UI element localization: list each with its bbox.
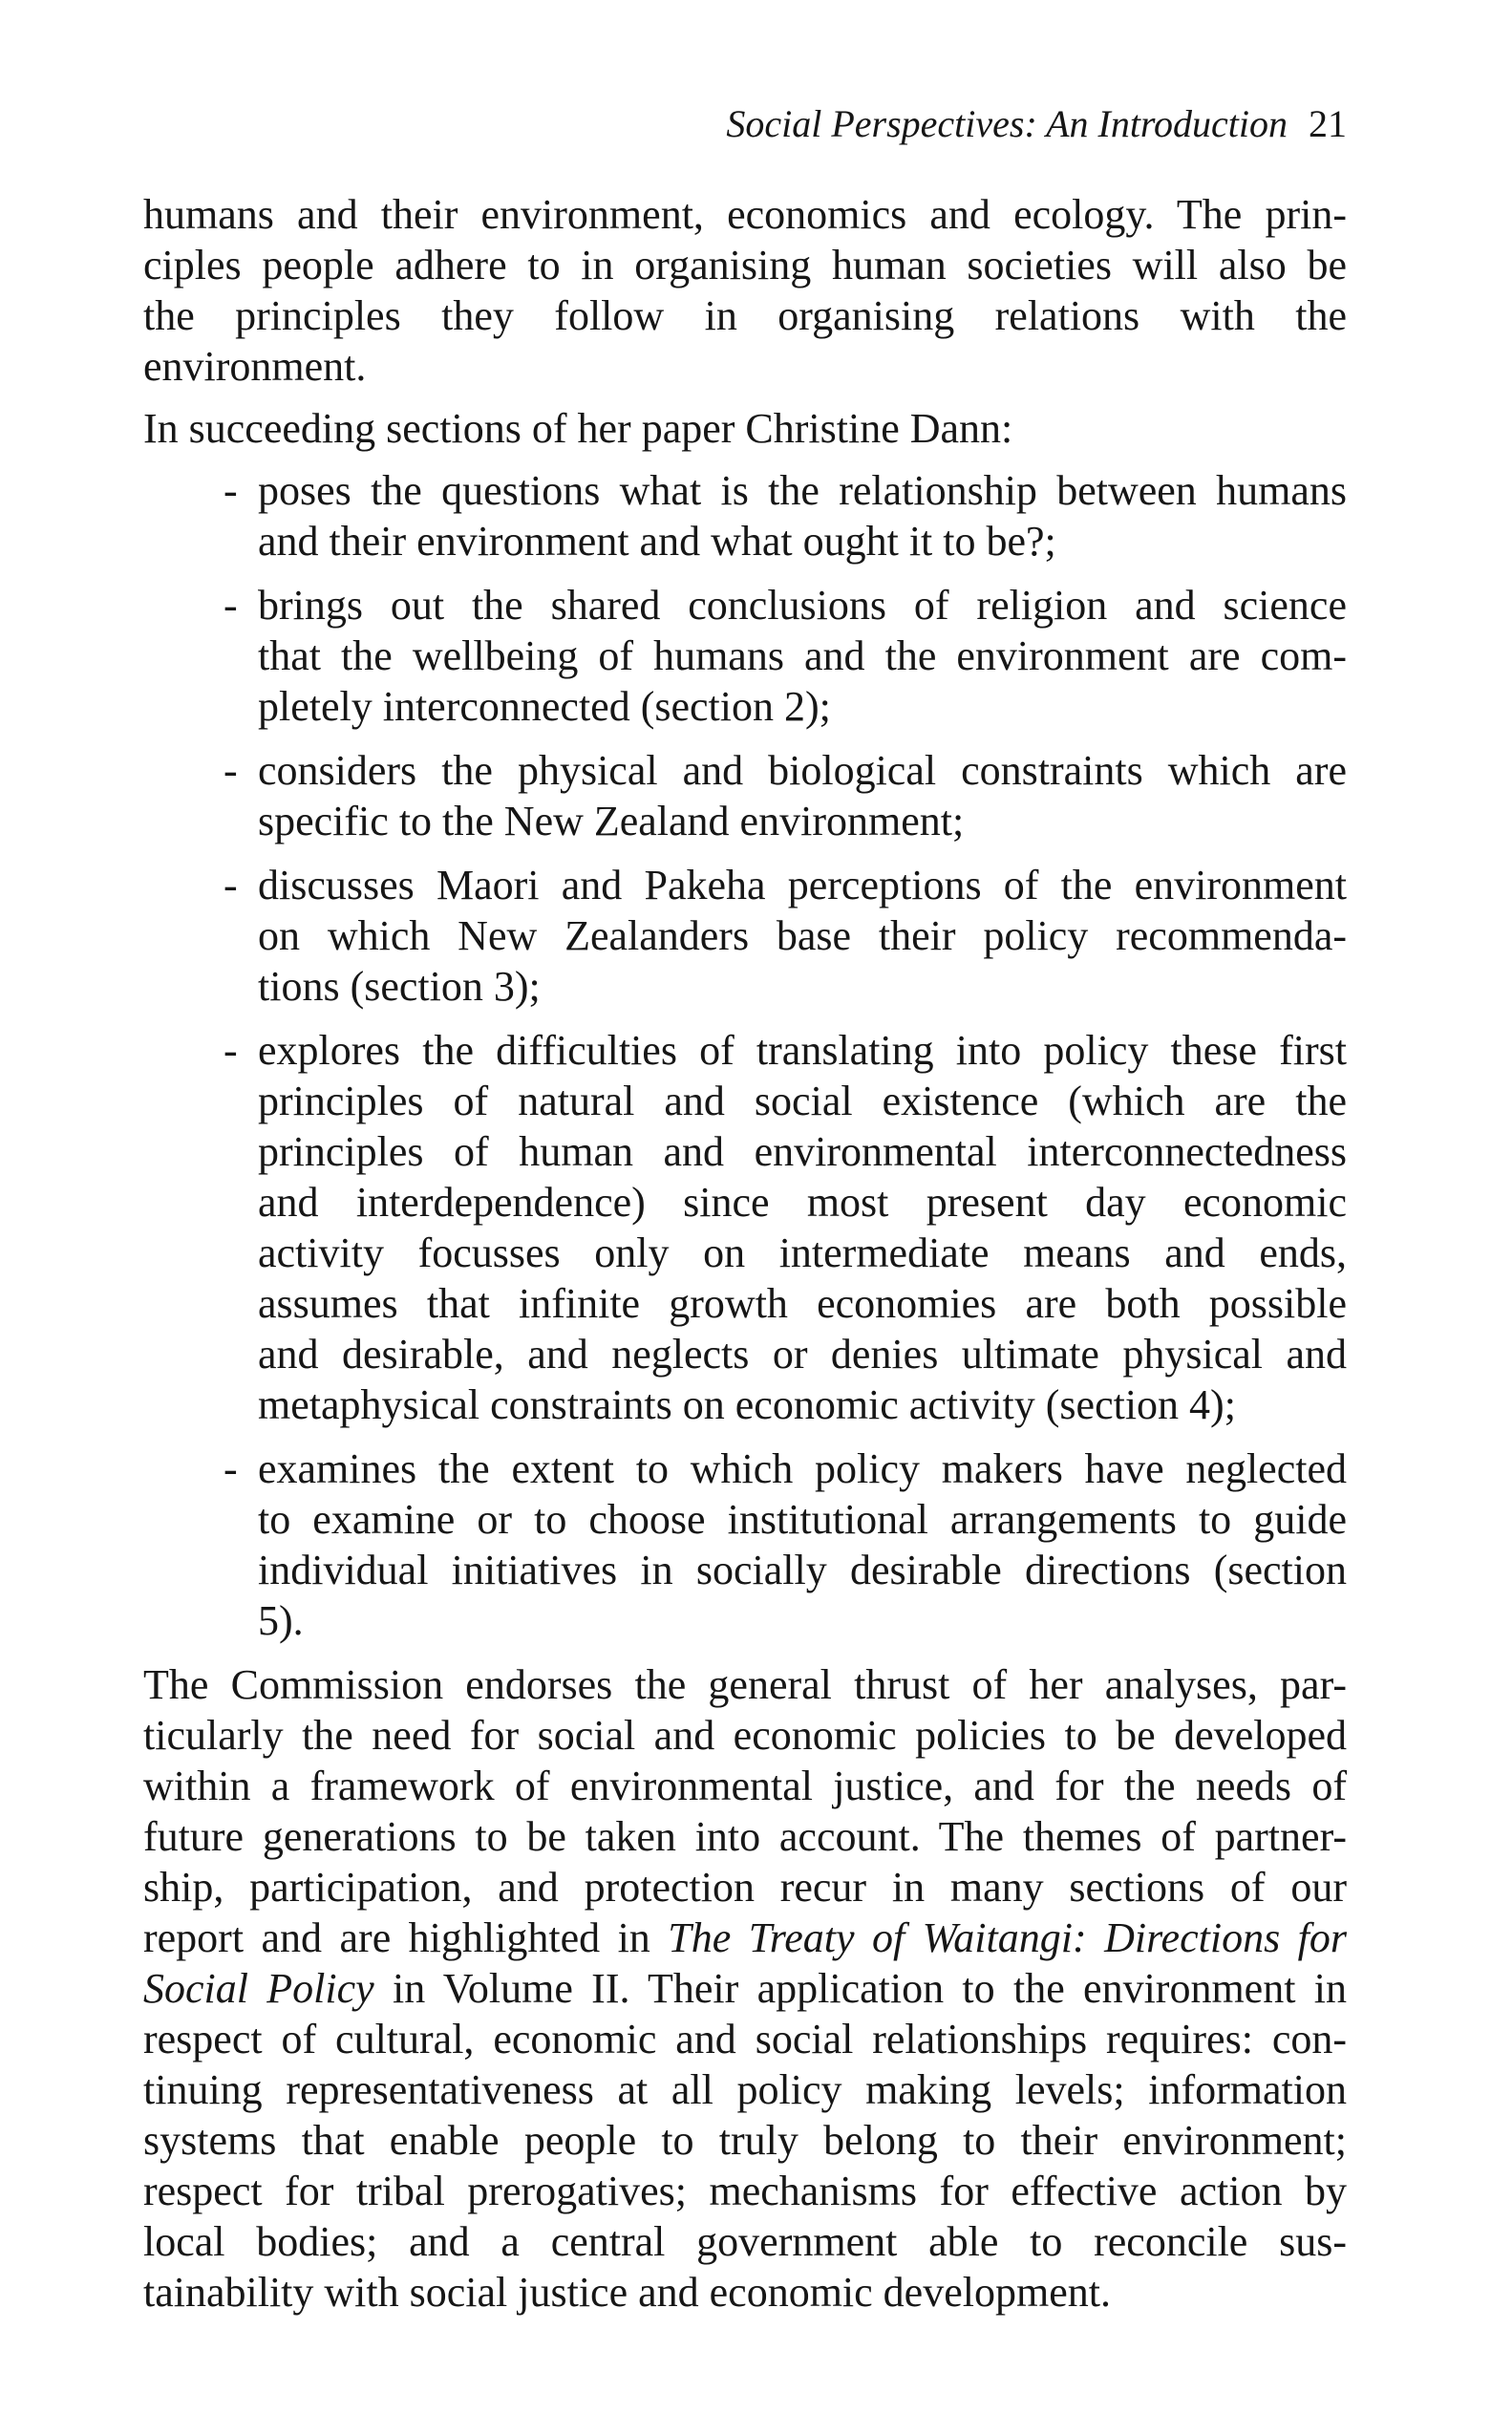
text-line: respect of cultural, economic and social relationships requires: con-: [143, 2016, 1347, 2062]
text-line: assumes that infinite growth economies are both possible: [258, 1280, 1347, 1327]
text-line: on which New Zealanders base their policy recommenda-: [258, 912, 1347, 959]
text-line: the principles they follow in organising relations with the: [143, 292, 1347, 339]
commission-paragraph: [143, 1659, 1347, 2318]
dash-marker: -: [224, 1445, 238, 1492]
text-line: activity focusses only on intermediate means and ends,: [258, 1229, 1347, 1276]
text-run: in Volume II. Their application to the environment in: [373, 1965, 1347, 2012]
text-line: specific to the New Zealand environment;: [258, 798, 965, 844]
list-item: [143, 745, 1347, 846]
text-line: and interdependence) since most present day economic: [258, 1179, 1347, 1226]
dash-marker: -: [224, 1027, 238, 1074]
text-line: tions (section 3);: [258, 963, 541, 1010]
dash-marker: -: [224, 467, 238, 514]
text-line: considers the physical and biological constraints which are: [258, 747, 1347, 794]
text-line: individual initiatives in socially desirable directions (section: [258, 1547, 1347, 1593]
text-line: future generations to be taken into account. The themes of partner-: [143, 1813, 1347, 1860]
page-number: 21: [1309, 102, 1347, 145]
page: [143, 96, 1347, 2318]
text-run: report and are highlighted in: [143, 1914, 669, 1961]
paragraph-continued: [143, 189, 1347, 392]
text-line: respect for tribal prerogatives; mechanisms for effective action by: [143, 2168, 1347, 2214]
text-line: principles of human and environmental interconnectedness: [258, 1128, 1347, 1175]
text-line: and desirable, and neglects or denies ultimate physical and: [258, 1331, 1347, 1378]
text-line: explores the difficulties of translating into policy these first: [258, 1027, 1347, 1074]
list-item: [143, 580, 1347, 732]
list-item: [143, 465, 1347, 566]
list-item: [143, 1025, 1347, 1430]
dash-marker: -: [224, 862, 238, 908]
text-line: systems that enable people to truly belong to their environment;: [143, 2117, 1347, 2164]
list-item: [143, 1443, 1347, 1646]
text-line: The Commission endorses the general thrust of her analyses, par-: [143, 1661, 1347, 1708]
text-line: discusses Maori and Pakeha perceptions of the environment: [258, 862, 1347, 908]
text-line: environment.: [143, 343, 367, 390]
text-line: ciples people adhere to in organising human societies will also be: [143, 242, 1347, 289]
cited-title: Social Policy: [143, 1965, 374, 2012]
text-line: and their environment and what ought it to be?;: [258, 518, 1056, 565]
text-line: to examine or to choose institutional arrangements to guide: [258, 1496, 1347, 1543]
text-line: humans and their environment, economics and ecology. The prin-: [143, 191, 1347, 238]
running-head-title: Social Perspectives: An Introduction: [726, 102, 1288, 145]
text-line: ship, participation, and protection recur in many sections of our: [143, 1864, 1347, 1911]
intro-line: In succeeding sections of her paper Christine Dann:: [143, 405, 1013, 452]
text-line: [143, 1963, 1347, 2014]
text-line: pletely interconnected (section 2);: [258, 683, 831, 730]
text-line: poses the questions what is the relationship between humans: [258, 467, 1347, 514]
intro-paragraph: [143, 403, 1347, 454]
running-head: [143, 96, 1347, 153]
dash-marker: -: [224, 747, 238, 794]
text-line: within a framework of environmental justice, and for the needs of: [143, 1763, 1347, 1809]
text-line: brings out the shared conclusions of religion and science: [258, 582, 1347, 629]
dash-marker: -: [224, 582, 238, 629]
text-line: principles of natural and social existence (which are the: [258, 1078, 1347, 1124]
text-line: ticularly the need for social and economic policies to be developed: [143, 1712, 1347, 1759]
text-line: metaphysical constraints on economic activity (section 4);: [258, 1381, 1236, 1428]
text-line: [143, 1913, 1347, 1963]
text-line: tainability with social justice and economic development.: [143, 2269, 1111, 2316]
text-line: tinuing representativeness at all policy making levels; information: [143, 2066, 1347, 2113]
text-line: examines the extent to which policy makers have neglected: [258, 1445, 1347, 1492]
text-line: 5).: [258, 1597, 304, 1644]
text-line: that the wellbeing of humans and the environment are com-: [258, 632, 1347, 679]
section-summary-list: [143, 465, 1347, 1646]
text-line: local bodies; and a central government able to reconcile sus-: [143, 2218, 1347, 2265]
cited-title: The Treaty of Waitangi: Directions for: [668, 1914, 1347, 1961]
list-item: [143, 860, 1347, 1012]
